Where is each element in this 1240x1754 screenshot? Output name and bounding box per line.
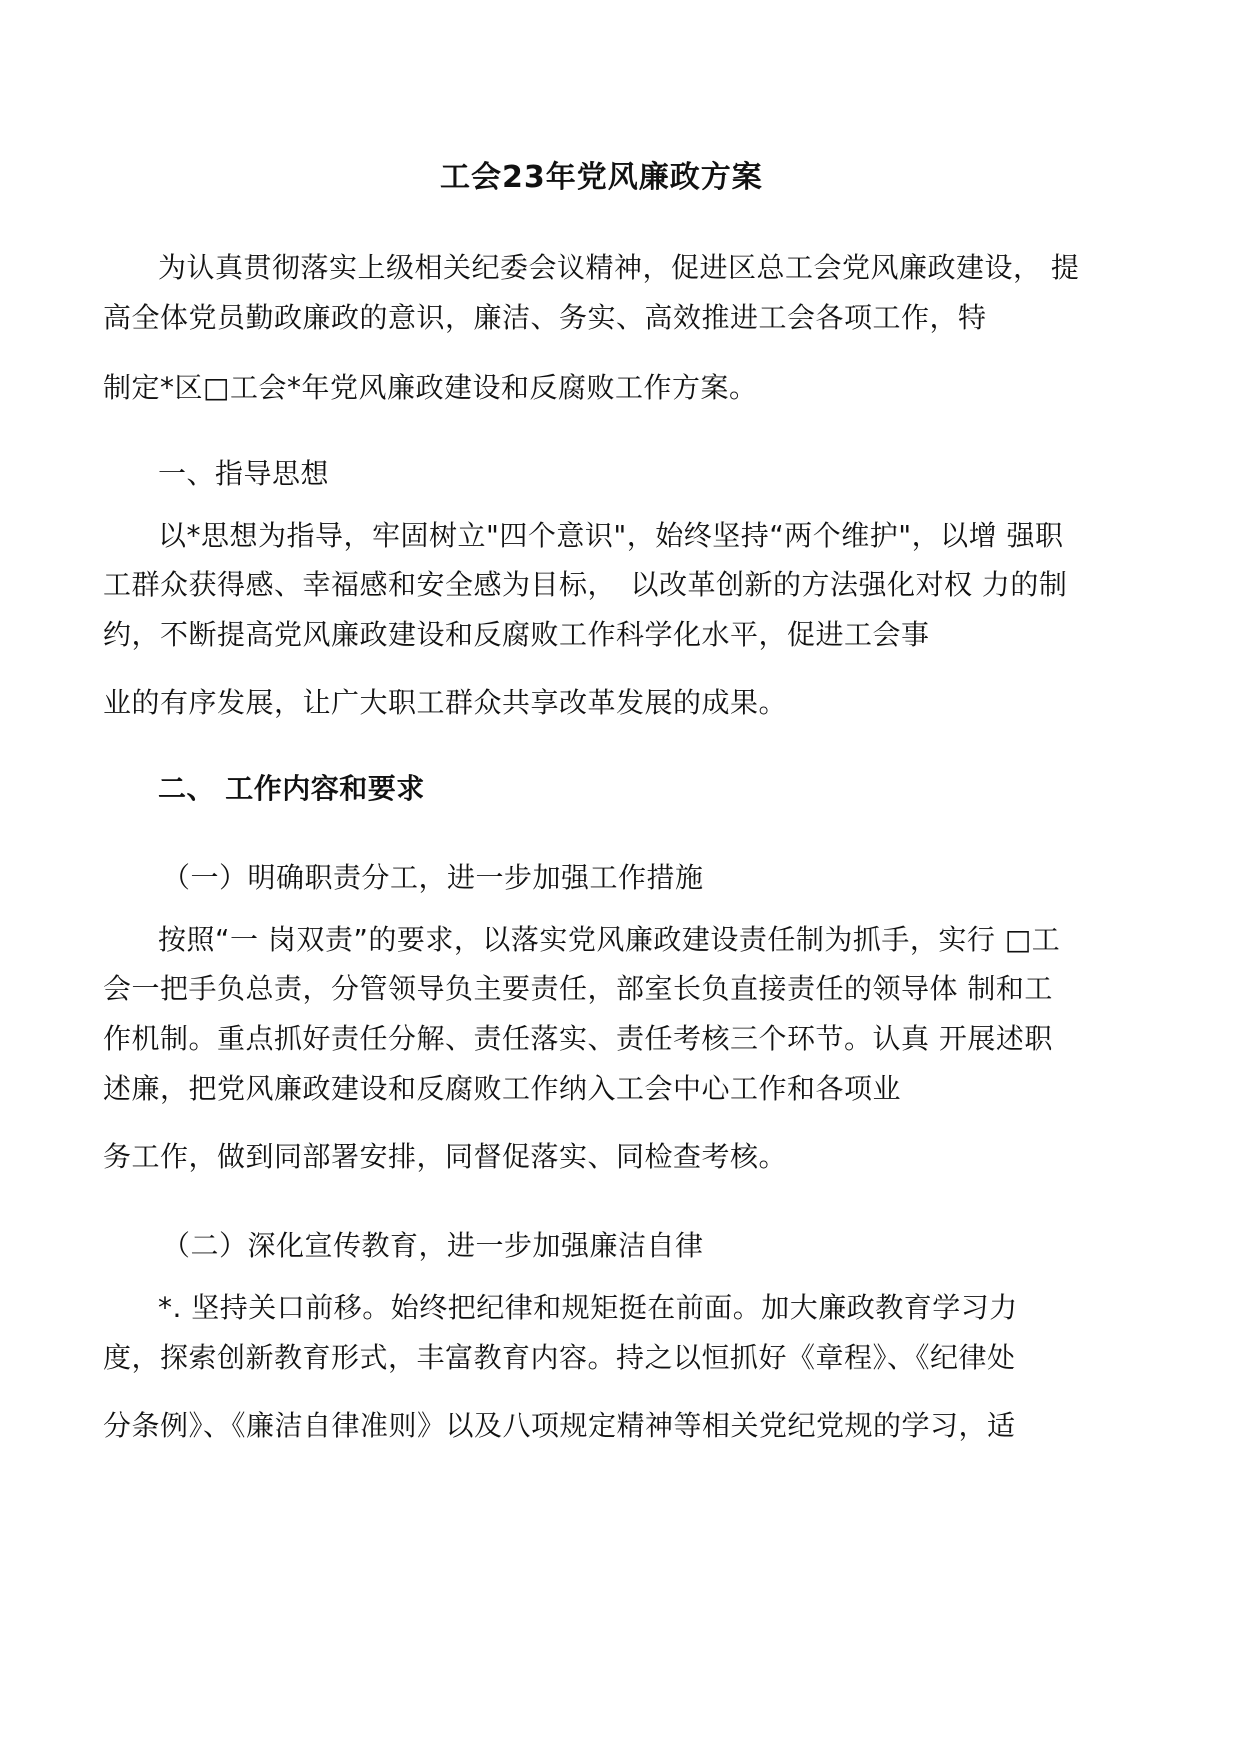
section-heading-1: 一、指导思想 (158, 457, 330, 490)
paragraph-line: 为认真贯彻落实上级相关纪委会议精神，促进区总工会党风廉政建设， 提 (158, 251, 1080, 284)
paragraph-line: 制定*区□工会*年党风廉政建设和反腐败工作方案。 (103, 371, 758, 404)
paragraph-line: 高全体党员勤政廉政的意识，廉洁、务实、高效推进工会各项工作，特 (103, 301, 987, 334)
paragraph-line: *. 坚持关口前移。始终把纪律和规矩挺在前面。加大廉政教育学习力 (158, 1291, 1018, 1324)
paragraph-line: 述廉，把党风廉政建设和反腐败工作纳入工会中心工作和各项业 (103, 1072, 902, 1105)
paragraph-line: 按照“一 岗双责”的要求，以落实党风廉政建设责任制为抓手，实行 □工 (158, 923, 1061, 956)
paragraph-line: 工群众获得感、幸福感和安全感为目标， 以改革创新的方法强化对权 力的制 (103, 568, 1068, 601)
paragraph-line: 业的有序发展，让广大职工群众共享改革发展的成果。 (103, 686, 788, 719)
section-heading-2: 二、 工作内容和要求 (158, 772, 425, 805)
paragraph-line: 约，不断提高党风廉政建设和反腐败工作科学化水平，促进工会事 (103, 618, 930, 651)
paragraph-line: 以*思想为指导，牢固树立"四个意识"，始终坚持“两个维护"，以增 强职 (158, 519, 1064, 552)
subsection-heading-1: （一）明确职责分工，进一步加强工作措施 (162, 861, 704, 894)
subsection-heading-2: （二）深化宣传教育，进一步加强廉洁自律 (162, 1229, 704, 1262)
paragraph-line: 分条例》、《廉洁自律准则》以及八项规定精神等相关党纪党规的学习，适 (103, 1409, 1016, 1442)
paragraph-line: 度，探索创新教育形式，丰富教育内容。持之以恒抓好《章程》、《纪律处 (103, 1341, 1016, 1374)
document-title: 工会23年党风廉政方案 (440, 160, 763, 195)
paragraph-line: 务工作，做到同部署安排，同督促落实、同检查考核。 (103, 1140, 788, 1173)
paragraph-line: 会一把手负总责，分管领导负主要责任，部室长负直接责任的领导体 制和工 (103, 972, 1053, 1005)
paragraph-line: 作机制。重点抓好责任分解、责任落实、责任考核三个环节。认真 开展述职 (103, 1022, 1053, 1055)
